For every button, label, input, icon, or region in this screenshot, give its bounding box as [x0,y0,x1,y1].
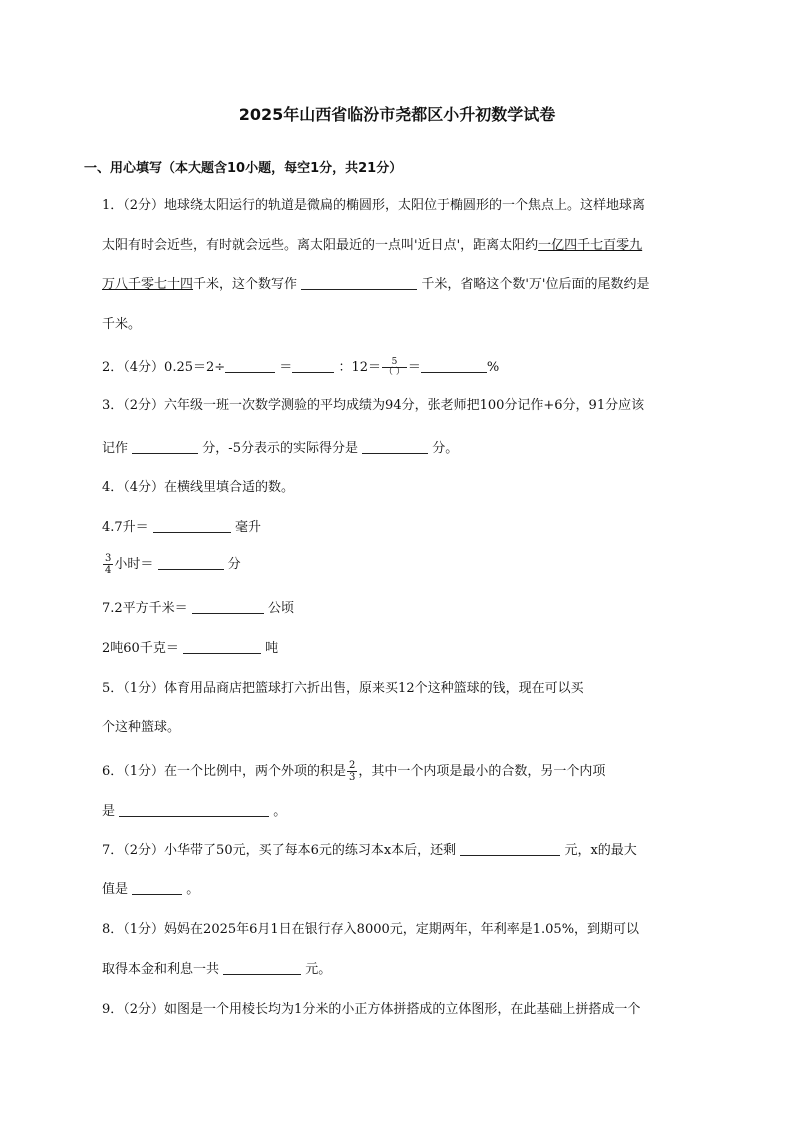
q1-answer-blank-1[interactable] [301,277,417,290]
exam-title: 2025年山西省临汾市尧都区小升初数学试卷 [238,105,556,124]
q3-line1: 3．（2分）六年级一班一次数学测验的平均成绩为94分，张老师把100分记作+6分，91分应该 [102,398,645,413]
q1-underlined-number-part2: 万八千零七十四 [102,277,194,292]
q4-a-unit: 毫升 [234,520,261,535]
q3-line2-text-2: 分，-5分表示的实际得分是 [202,441,358,456]
q6-frac-denominator: 3 [349,772,356,783]
q8-line2-text: 取得本金和利息一共 [102,962,220,977]
q8-line2 [102,962,331,978]
q7-line1 [102,843,637,859]
q2-blank-2[interactable] [292,360,334,373]
q4-d-text: 2吨60千克＝ [102,641,179,656]
q7-line2-text-2: 。 [186,882,200,897]
q4-b-unit: 分 [227,557,241,572]
q9-line1: 9．（2分）如图是一个用棱长均为1分米的小正方体拼搭成的立体图形，在此基础上拼搭成一个 [102,1002,641,1017]
q1-line4: 千米。 [102,317,142,332]
q4-c-blank[interactable] [192,601,264,614]
q1-underlined-number-part1: 一亿四千七百零九 [538,238,643,253]
q3-line2-text-3: 分。 [432,441,459,456]
q2-fraction [382,358,407,377]
q4-b-frac-numerator: 3 [105,553,112,564]
q4-c-text: 7.2平方千米＝ [102,601,188,616]
q4-item-b [102,553,241,576]
q1-line3-text-2: 千米，省略这个数'万'位后面的尾数约是 [421,277,650,292]
q4-item-c [102,601,294,617]
q4-b-text: 小时＝ [114,557,154,572]
q3-blank-1[interactable] [132,441,198,454]
q6-blank[interactable] [119,804,269,817]
q2-frac-denominator: （ ） [384,367,405,377]
q6-fraction [347,760,357,783]
q6-line1-text-2: ，其中一个内项是最小的合数，另一个内项 [358,764,606,779]
q5-line1: 5．（1分）体育用品商店把篮球打六折出售，原来买12个这种篮球的钱，现在可以买 [102,681,584,696]
q2-prefix: 2．（4分）0.25＝2÷ [102,360,226,375]
q8-blank[interactable] [223,962,301,975]
q1-line2 [102,238,642,254]
q3-line2 [102,441,458,457]
q6-line2-text-2: 。 [273,804,287,819]
q6-frac-numerator: 2 [349,760,356,771]
q7-line2-text: 值是 [102,882,129,897]
q2-line [102,358,499,377]
q4-d-unit: 吨 [265,641,279,656]
q4-d-blank[interactable] [183,641,261,654]
q4-b-fraction [103,553,113,576]
q2-percent: % [486,360,500,375]
q4-a-blank[interactable] [153,520,231,533]
q1-line3-text: 千米，这个数写作 [193,277,298,292]
q4-b-frac-denominator: 4 [105,565,112,576]
q6-line1-text: 6．（1分）在一个比例中，两个外项的积是 [102,764,347,779]
q2-blank-3[interactable] [421,360,487,373]
q8-line2-text-2: 元。 [305,962,332,977]
q4-a-text: 4.7升＝ [102,520,149,535]
q4-b-blank[interactable] [158,557,224,570]
q2-blank-1[interactable] [225,360,275,373]
q7-line2 [102,882,199,898]
q6-line2 [102,804,286,820]
q4-c-unit: 公顷 [267,601,294,616]
q2-frac-numerator: 5 [382,358,407,368]
q2-equals-2: ＝ [407,360,421,375]
q7-blank-2[interactable] [132,882,182,895]
q4-item-d [102,641,278,657]
q3-line2-text: 记作 [102,441,129,456]
q7-line1-text: 7．（2分）小华带了50元，买了每本6元的练习本x本后，还剩 [102,843,457,858]
q4-line1: 4．（4分）在横线里填合适的数。 [102,480,295,495]
q1-line2-text: 太阳有时会近些，有时就会远些。离太阳最近的一点叫'近日点'，距离太阳约 [102,238,539,253]
q1-line3 [102,277,649,293]
q4-item-a [102,520,261,536]
q8-line1: 8．（1分）妈妈在2025年6月1日在银行存入8000元，定期两年，年利率是1.05%，到期可以 [102,922,640,937]
q3-blank-2[interactable] [362,441,428,454]
q2-colon: ：12＝ [338,360,381,375]
q2-equals: ＝ [279,360,293,375]
q6-line2-text: 是 [102,804,116,819]
q7-blank-1[interactable] [460,843,560,856]
q5-line2: 个这种篮球。 [102,720,181,735]
q1-line1: 1．（2分）地球绕太阳运行的轨道是微扁的椭圆形，太阳位于椭圆形的一个焦点上。这样地球离 [102,198,646,213]
q6-line1 [102,760,605,783]
section-heading: 一、用心填写（本大题含10小题，每空1分，共21分） [84,161,403,176]
q7-line1-text-2: 元，x的最大 [564,843,637,858]
